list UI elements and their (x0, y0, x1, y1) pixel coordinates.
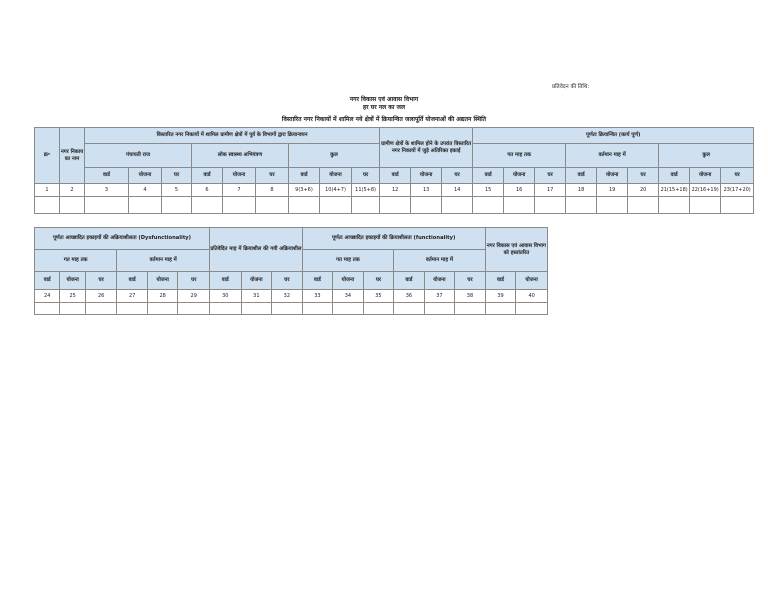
column-number: 30 (210, 290, 242, 303)
table-cell (566, 197, 597, 214)
column-number: 21(15+18) (659, 184, 690, 197)
ghar-header: घर (721, 168, 754, 184)
column-number: 28 (147, 290, 178, 303)
column-number: 11(5+8) (352, 184, 380, 197)
ward-header: वार्ड (380, 168, 411, 184)
empty-data-row (35, 303, 548, 315)
column-number: 32 (272, 290, 303, 303)
table-cell (85, 197, 129, 214)
table-cell (628, 197, 659, 214)
subheader-row (35, 168, 754, 184)
column-number: 15 (473, 184, 504, 197)
ghar-header: घर (535, 168, 566, 184)
column-number: 38 (455, 290, 486, 303)
table-cell (411, 197, 442, 214)
ghar-header: घर (256, 168, 289, 184)
table-cell (272, 303, 303, 315)
ghar-header: घर (178, 272, 210, 290)
header-additional-units: ग्रामीण क्षेत्रों के शामिल होने के उपरांत विस्तारित नगर निकायों में जुड़े अतिरिक्त इकाई (380, 128, 473, 168)
header-dys-till-last-month: गत माह तक (35, 250, 117, 272)
column-number: 6 (192, 184, 223, 197)
column-number: 7 (223, 184, 256, 197)
column-number: 27 (117, 290, 148, 303)
column-number-row (35, 184, 754, 197)
table-cell (223, 197, 256, 214)
header-panchayati-raj: पंचायती राज (85, 144, 192, 168)
header-serial: क्र॰ (35, 128, 60, 184)
table-cell (320, 197, 352, 214)
header-nikay-name: नगर निकाय का नाम (60, 128, 85, 184)
table-cell (485, 303, 516, 315)
header-func-current-month: वर्तमान माह में (394, 250, 486, 272)
column-number: 18 (566, 184, 597, 197)
table-cell (60, 197, 85, 214)
table-cell (289, 197, 320, 214)
yojana-header: योजना (147, 272, 178, 290)
column-number: 24 (35, 290, 60, 303)
yojana-header: योजना (597, 168, 628, 184)
yojana-header: योजना (60, 272, 85, 290)
report-date-label: प्रतिवेदन की तिथि: (552, 84, 590, 90)
table-cell (129, 197, 162, 214)
column-number: 2 (60, 184, 85, 197)
yojana-header: योजना (504, 168, 535, 184)
column-number: 23(17+20) (721, 184, 754, 197)
ghar-header: घर (162, 168, 192, 184)
column-number: 20 (628, 184, 659, 197)
yojana-header: योजना (241, 272, 272, 290)
column-number: 25 (60, 290, 85, 303)
column-number: 35 (363, 290, 394, 303)
yojana-header: योजना (411, 168, 442, 184)
header-dys-current-month: वर्तमान माह में (117, 250, 210, 272)
table-cell (333, 303, 364, 315)
table-cell (363, 303, 394, 315)
ghar-header: घर (455, 272, 486, 290)
header-fully-implemented: पूर्णतः क्रियान्वित (कार्य पूर्ण) (473, 128, 754, 144)
table-cell (597, 197, 628, 214)
column-number: 13 (411, 184, 442, 197)
header-previous-implementation: विस्तारित नगर निकायों में शामिल ग्रामीण क्षेत्रों में पूर्व के विभागों द्वारा क्रियान्वयन (85, 128, 380, 144)
status-table-main (34, 127, 754, 214)
department-title: नगर विकास एवं आवास विभाग (349, 96, 419, 103)
table-cell (442, 197, 473, 214)
header-current-month: वर्तमान माह में (566, 144, 659, 168)
table-cell (352, 197, 380, 214)
column-number: 16 (504, 184, 535, 197)
ghar-header: घर (442, 168, 473, 184)
column-number: 10(4+7) (320, 184, 352, 197)
column-number: 39 (485, 290, 516, 303)
ward-header: वार्ड (485, 272, 516, 290)
header-handover: नगर विकास एवं आवास विभाग को हस्तांतरित (485, 228, 547, 272)
column-number: 1 (35, 184, 60, 197)
column-number: 8 (256, 184, 289, 197)
table-cell (35, 303, 60, 315)
table-cell (504, 197, 535, 214)
column-number-row (35, 290, 548, 303)
ward-header: वार्ड (566, 168, 597, 184)
ghar-header: घर (363, 272, 394, 290)
column-number: 12 (380, 184, 411, 197)
header-till-last-month: गत माह तक (473, 144, 566, 168)
column-number: 17 (535, 184, 566, 197)
column-number: 40 (516, 290, 548, 303)
ward-header: वार्ड (35, 272, 60, 290)
ghar-header: घर (85, 272, 117, 290)
ward-header: वार्ड (85, 168, 129, 184)
column-number: 26 (85, 290, 117, 303)
yojana-header: योजना (333, 272, 364, 290)
table-cell (241, 303, 272, 315)
ward-header: वार्ड (289, 168, 320, 184)
table-cell (35, 197, 60, 214)
ghar-header: घर (272, 272, 303, 290)
table-cell (85, 303, 117, 315)
table-cell (117, 303, 148, 315)
header-dysfunctionality: पूर्णतः आच्छादित इकाइयों की अक्रियाशीलता (Dysfunctionality) (35, 228, 210, 250)
table-cell (162, 197, 192, 214)
empty-data-row (35, 197, 754, 214)
yojana-header: योजना (424, 272, 455, 290)
column-number: 33 (302, 290, 333, 303)
ward-header: वार्ड (659, 168, 690, 184)
ghar-header: घर (352, 168, 380, 184)
table-cell (380, 197, 411, 214)
column-number: 9(3+6) (289, 184, 320, 197)
table-cell (424, 303, 455, 315)
scheme-title: हर घर नल का जल (362, 104, 406, 111)
column-number: 19 (597, 184, 628, 197)
ward-header: वार्ड (117, 272, 148, 290)
yojana-header: योजना (320, 168, 352, 184)
column-number: 14 (442, 184, 473, 197)
ghar-header: घर (628, 168, 659, 184)
table-cell (455, 303, 486, 315)
column-number: 22(16+19) (690, 184, 721, 197)
table-cell (721, 197, 754, 214)
header-lok-swasthya: लोक स्वास्थ्य अभियंत्रण (192, 144, 289, 168)
table-cell (60, 303, 85, 315)
column-number: 5 (162, 184, 192, 197)
status-table-functionality (34, 227, 548, 315)
header-total-done: कुल (659, 144, 754, 168)
table-cell (256, 197, 289, 214)
header-reported-month-functional: प्रतिवेदित माह में क्रियाशील की गयी अक्रियाशील (210, 228, 303, 272)
yojana-header: योजना (129, 168, 162, 184)
column-number: 36 (394, 290, 425, 303)
table-cell (302, 303, 333, 315)
ward-header: वार्ड (394, 272, 425, 290)
header-functionality: पूर्णतः आच्छादित इकाइयों की क्रियाशीलता (functionality) (302, 228, 485, 250)
table-cell (178, 303, 210, 315)
subheader-row (35, 272, 548, 290)
table-cell (473, 197, 504, 214)
column-number: 34 (333, 290, 364, 303)
ward-header: वार्ड (302, 272, 333, 290)
table-cell (690, 197, 721, 214)
column-number: 37 (424, 290, 455, 303)
column-number: 29 (178, 290, 210, 303)
table-cell (210, 303, 242, 315)
ward-header: वार्ड (192, 168, 223, 184)
column-number: 3 (85, 184, 129, 197)
yojana-header: योजना (223, 168, 256, 184)
header-total-prev: कुल (289, 144, 380, 168)
table-cell (535, 197, 566, 214)
table-cell (394, 303, 425, 315)
column-number: 4 (129, 184, 162, 197)
header-func-till-last-month: गत माह तक (302, 250, 394, 272)
yojana-header: योजना (690, 168, 721, 184)
column-number: 31 (241, 290, 272, 303)
ward-header: वार्ड (473, 168, 504, 184)
yojana-header: योजना (516, 272, 548, 290)
table-cell (192, 197, 223, 214)
ward-header: वार्ड (210, 272, 242, 290)
report-subtitle: विस्तारित नगर निकायों में शामिल नये क्षेत्रों में क्रियान्वित जलापूर्ति योजनाओं की अद्यतन स्थिति (281, 116, 487, 123)
table-cell (659, 197, 690, 214)
table-cell (147, 303, 178, 315)
table-cell (516, 303, 548, 315)
